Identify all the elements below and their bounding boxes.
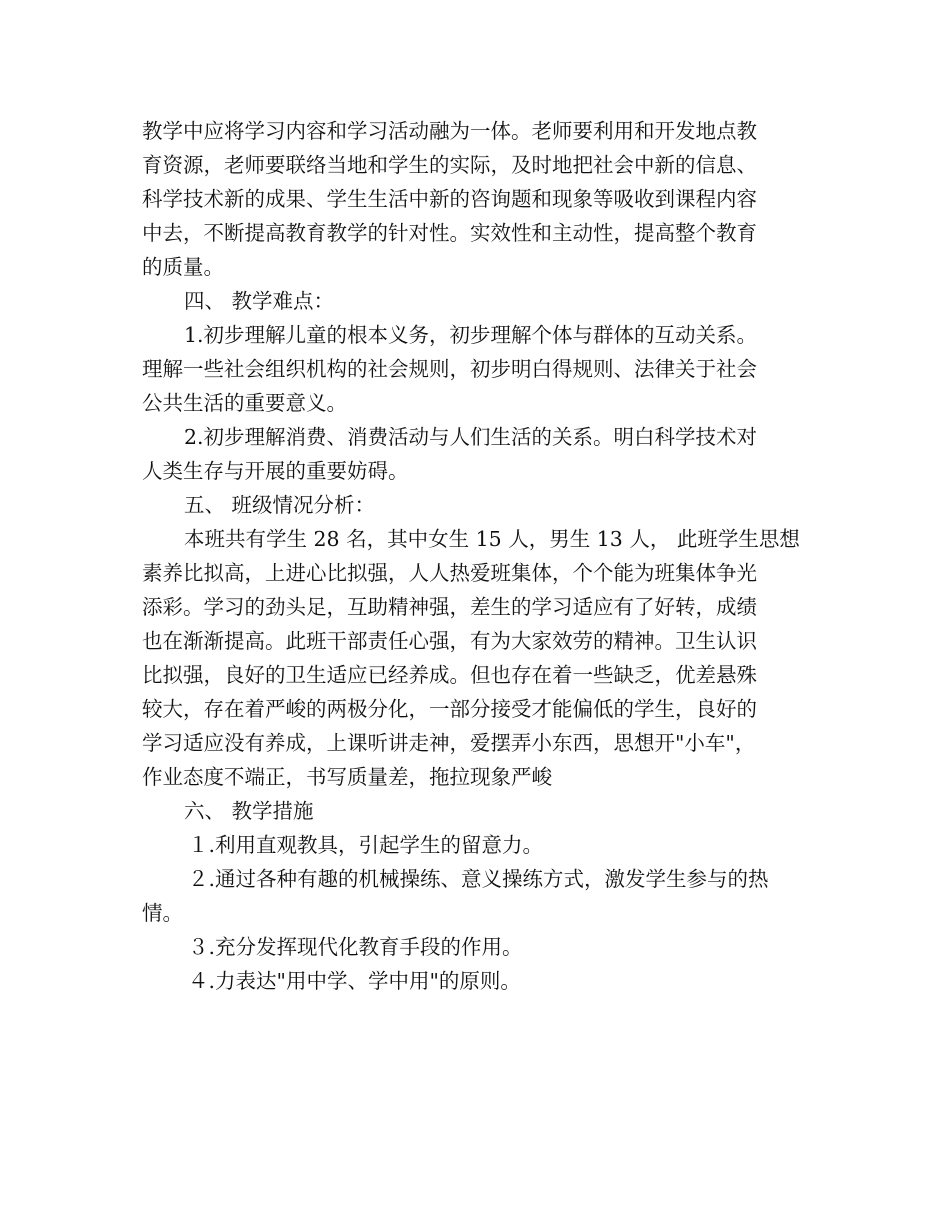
list-item: １.利用直观教具，引起学生的留意力。 <box>188 833 544 857</box>
paragraph-line: 素养比拟高，上进心比拟强，人人热爱班集体，个个能为班集体争光 <box>142 561 757 585</box>
list-item: 1.初步理解儿童的根本义务，初步理解个体与群体的互动关系。 <box>184 323 758 347</box>
section-heading-class-analysis: 五、 班级情况分析： <box>184 493 376 517</box>
document-body <box>142 114 812 998</box>
paragraph-line: 本班共有学生 28 名，其中女生 15 人，男生 13 人， 此班学生思想 <box>184 527 800 551</box>
list-item: ３.充分发挥现代化教育手段的作用。 <box>188 935 523 959</box>
paragraph-line: 公共生活的重要意义。 <box>142 391 347 415</box>
paragraph-line: 理解一些社会组织机构的社会规则，初步明白得规则、法律关于社会 <box>142 357 757 381</box>
list-item: ２.通过各种有趣的机械操练、意义操练方式，激发学生参与的热 <box>188 867 769 891</box>
paragraph-line: 比拟强，良好的卫生适应已经养成。但也存在着一些缺乏，优差悬殊 <box>142 663 757 687</box>
paragraph-line: 中去，不断提高教育教学的针对性。实效性和主动性，提高整个教育 <box>142 221 757 245</box>
paragraph-line: 也在渐渐提高。此班干部责任心强，有为大家效劳的精神。卫生认识 <box>142 629 757 653</box>
paragraph-line: 情。 <box>142 901 183 925</box>
paragraph-line: 育资源，老师要联络当地和学生的实际，及时地把社会中新的信息、 <box>142 153 757 177</box>
paragraph-line: 添彩。学习的劲头足，互助精神强，差生的学习适应有了好转，成绩 <box>142 595 757 619</box>
paragraph-line: 科学技术新的成果、学生生活中新的咨询题和现象等吸收到课程内容 <box>142 187 757 211</box>
paragraph-line: 较大，存在着严峻的两极分化，一部分接受才能偏低的学生，良好的 <box>142 697 757 721</box>
paragraph-line: 的质量。 <box>142 255 224 279</box>
paragraph-line: 学习适应没有养成，上课听讲走神，爱摆弄小东西，思想开"小车"， <box>142 731 756 755</box>
list-item: 2.初步理解消费、消费活动与人们生活的关系。明白科学技术对 <box>184 425 758 449</box>
section-heading-measures: 六、 教学措施 <box>184 799 314 823</box>
list-item: ４.力表达"用中学、学中用"的原则。 <box>188 969 521 993</box>
paragraph-line: 教学中应将学习内容和学习活动融为一体。老师要利用和开发地点教 <box>142 119 757 143</box>
section-heading-difficulties: 四、 教学难点： <box>184 289 335 313</box>
paragraph-line: 人类生存与开展的重要妨碍。 <box>142 459 409 483</box>
paragraph-line: 作业态度不端正，书写质量差，拖拉现象严峻 <box>142 765 552 789</box>
